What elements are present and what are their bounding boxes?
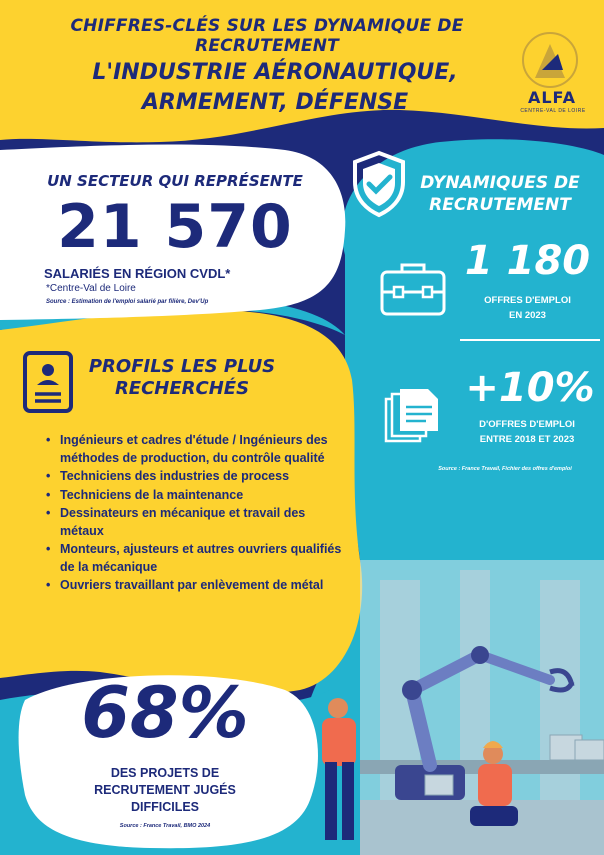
dynamics-title-line2: RECRUTEMENT bbox=[429, 195, 571, 215]
dynamics-source: Source : France Travail, Fichier des offres d'emploi bbox=[438, 466, 572, 472]
offers-2023-label-line2: EN 2023 bbox=[509, 310, 546, 321]
sector-label: SALARIÉS EN RÉGION CVDL* bbox=[44, 266, 231, 281]
header-subtitle-line1: L'INDUSTRIE AÉRONAUTIQUE, bbox=[92, 60, 458, 85]
offers-2023-value: 1 180 bbox=[464, 238, 591, 284]
difficult-projects-label-line3: DIFFICILES bbox=[130, 800, 200, 814]
difficult-projects-label bbox=[60, 765, 270, 816]
difficult-projects-source: Source : France Travail, BMO 2024 bbox=[119, 823, 211, 829]
header-title: CHIFFRES-CLÉS SUR LES DYNAMIQUE DE RECRUTEMENT bbox=[70, 16, 464, 56]
sector-source: Source : Estimation de l'emploi salarié par filière, Dev'Up bbox=[46, 299, 209, 305]
profile-card-icon bbox=[22, 350, 74, 414]
profiles-title bbox=[82, 356, 282, 400]
profiles-title-line1: PROFILS LES PLUS bbox=[88, 356, 276, 377]
difficult-projects-label-line2: RECRUTEMENT JUGÉS bbox=[94, 783, 236, 797]
list-item: • Monteurs, ajusteurs et autres ouvriers qualifiés de la mécanique bbox=[44, 541, 349, 576]
sector-footnote: *Centre-Val de Loire bbox=[46, 283, 136, 294]
list-item: • Ingénieurs et cadres d'étude / Ingénieurs des méthodes de production, du contrôle qualité bbox=[44, 432, 349, 467]
divider bbox=[460, 339, 600, 341]
list-item: • Techniciens des industries de process bbox=[44, 468, 349, 486]
offers-2023-label-line1: OFFRES D'EMPLOI bbox=[484, 295, 571, 306]
sector-title: UN SECTEUR QUI REPRÉSENTE bbox=[47, 172, 303, 190]
header-subtitle-line2: ARMEMENT, DÉFENSE bbox=[141, 90, 409, 115]
difficult-projects-label-line1: DES PROJETS DE bbox=[110, 766, 220, 780]
list-item: • Techniciens de la maintenance bbox=[44, 487, 349, 505]
offers-growth-value: +10% bbox=[465, 365, 595, 411]
difficult-projects-value: 68% bbox=[81, 672, 249, 754]
factory-illustration bbox=[322, 560, 604, 855]
sector-number: 21 570 bbox=[57, 192, 293, 262]
offers-growth-label bbox=[452, 417, 602, 447]
profiles-list bbox=[44, 432, 349, 596]
logo-name: ALFA bbox=[527, 88, 577, 107]
alfa-logo-icon bbox=[515, 30, 585, 90]
briefcase-icon bbox=[378, 258, 448, 318]
dynamics-title-line1: DYNAMIQUES DE bbox=[420, 173, 580, 193]
header-subtitle bbox=[60, 58, 490, 118]
offers-growth-label-line2: ENTRE 2018 ET 2023 bbox=[479, 434, 575, 445]
dynamics-title bbox=[410, 172, 590, 216]
shield-check-icon bbox=[350, 150, 408, 218]
documents-icon bbox=[382, 385, 444, 447]
offers-2023-label bbox=[455, 293, 600, 323]
list-item: • Dessinateurs en mécanique et travail des métaux bbox=[44, 505, 349, 540]
offers-growth-label-line1: D'OFFRES D'EMPLOI bbox=[479, 419, 575, 430]
list-item: • Ouvriers travaillant par enlèvement de métal bbox=[44, 577, 349, 595]
profiles-title-line2: RECHERCHÉS bbox=[114, 378, 250, 399]
logo-tagline: CENTRE-VAL DE LOIRE bbox=[520, 108, 586, 114]
